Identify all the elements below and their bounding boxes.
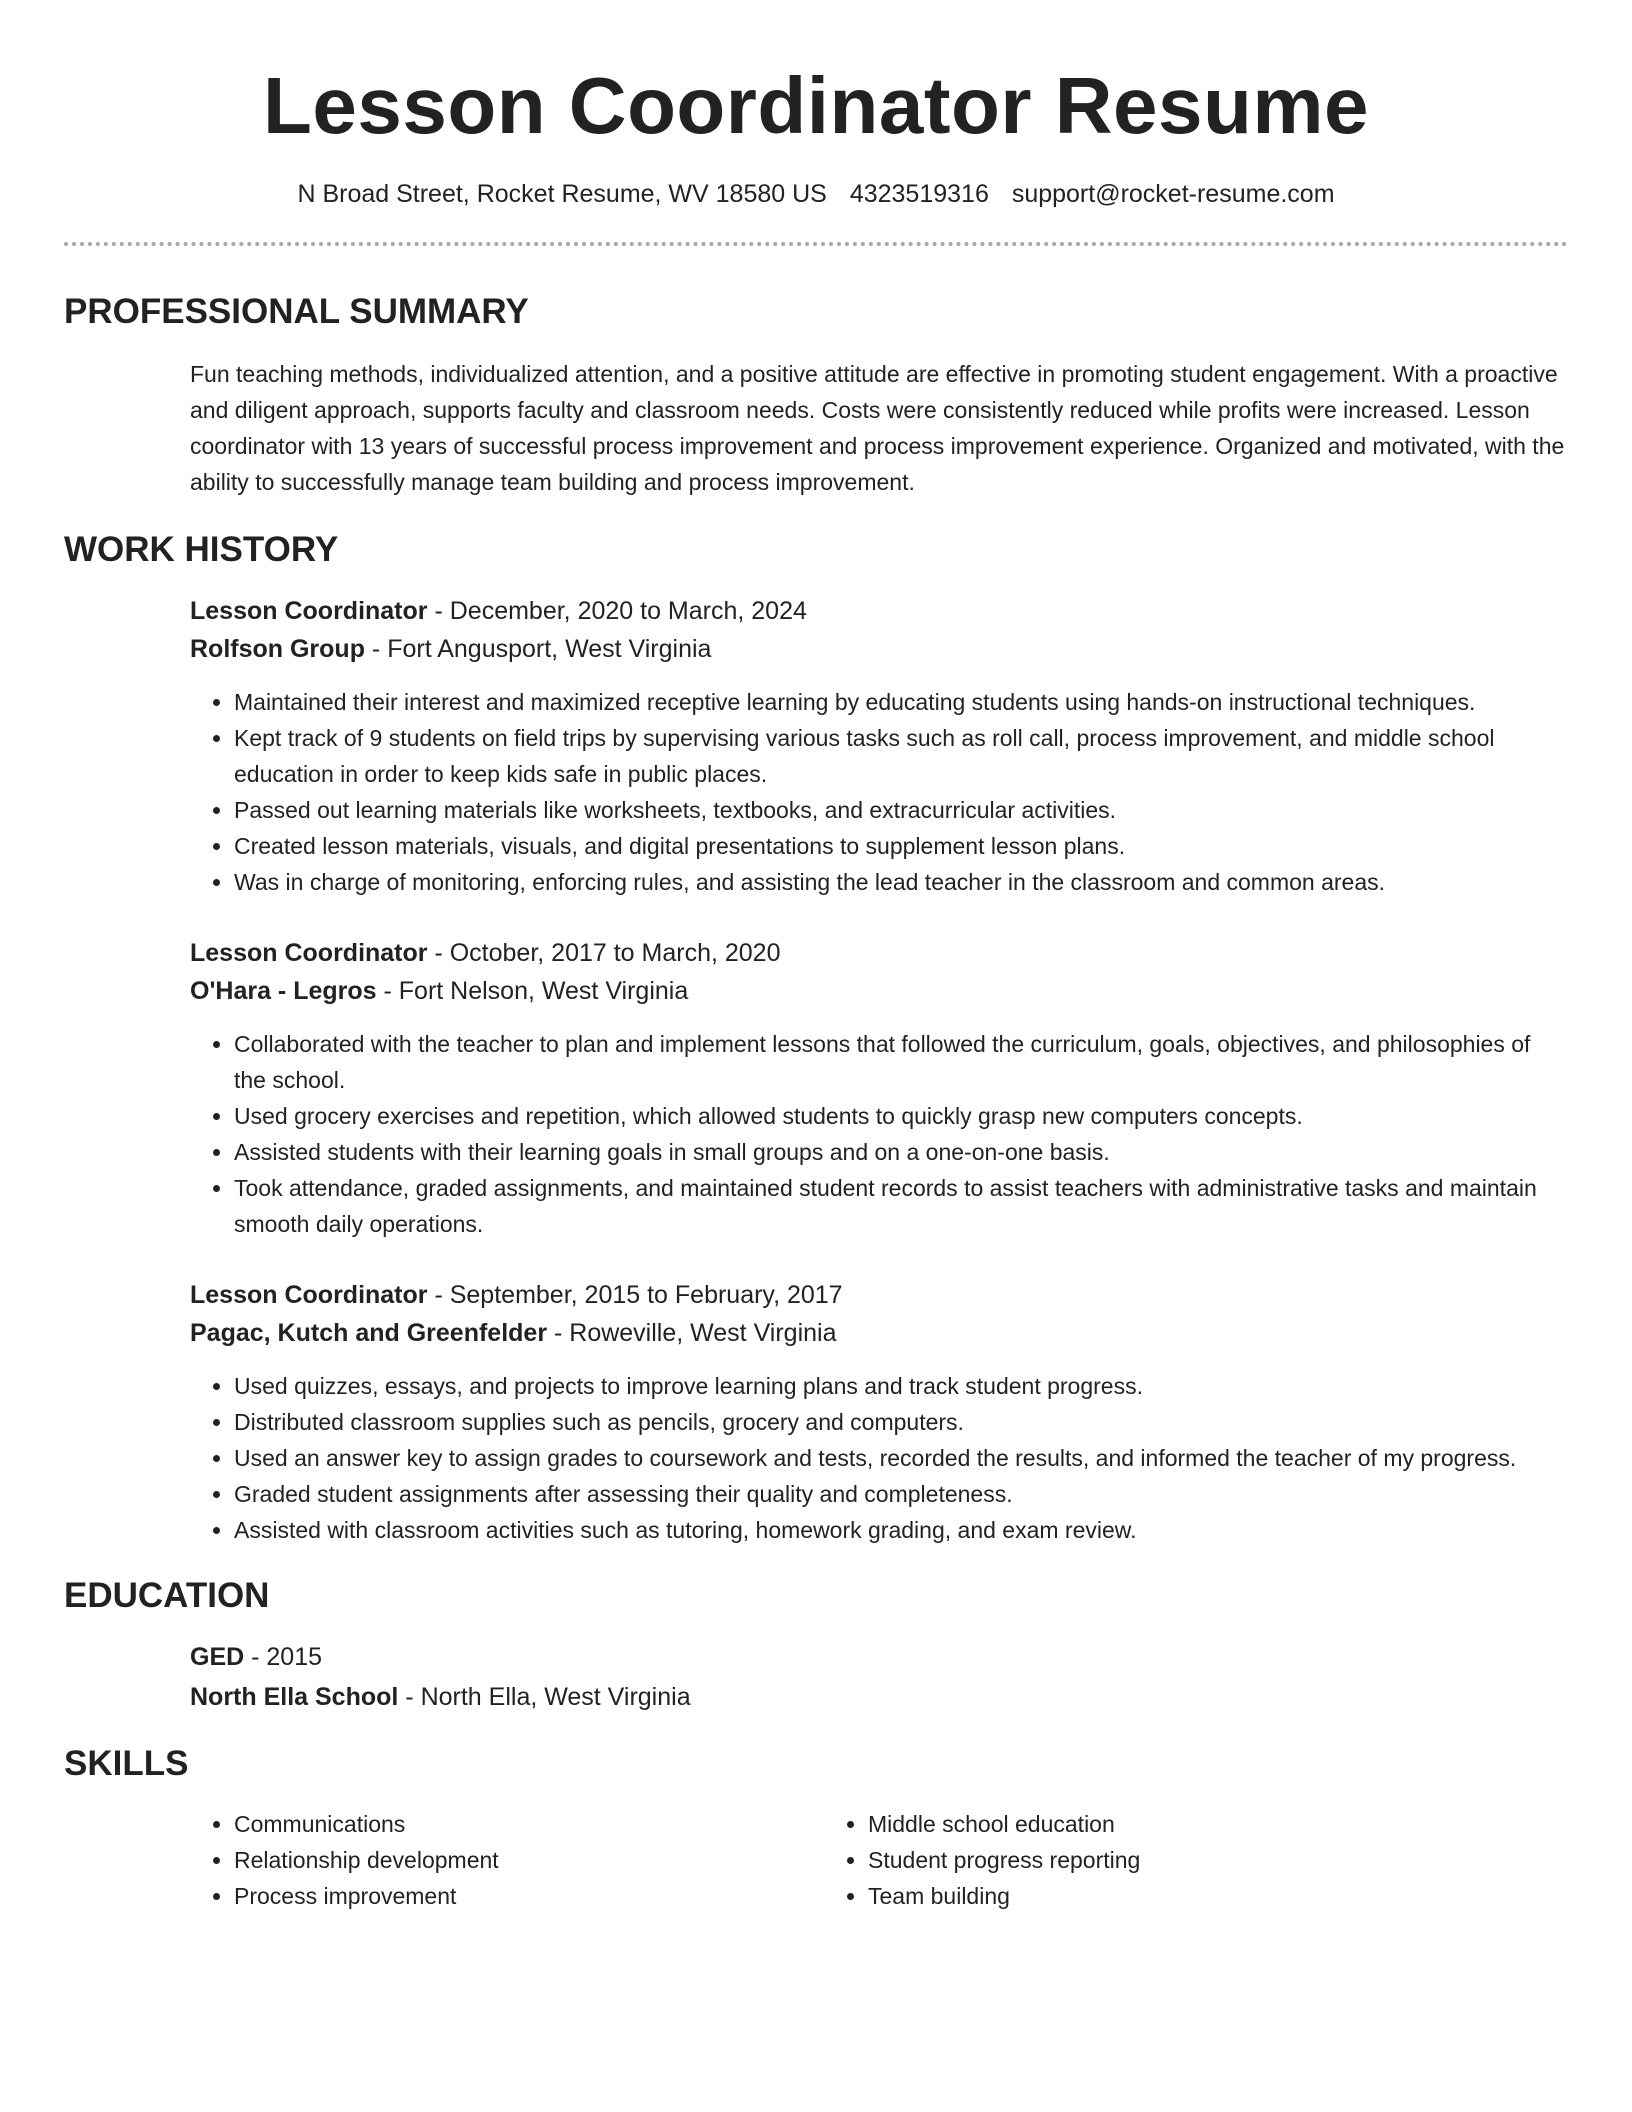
job-title-line [190, 1276, 1568, 1314]
header-divider [64, 242, 1568, 246]
job-location: - Roweville, West Virginia [547, 1319, 837, 1347]
skill-item: • Communications [234, 1806, 824, 1842]
job-title: Lesson Coordinator [190, 1281, 428, 1309]
work-history-heading: WORK HISTORY [64, 530, 339, 569]
education-degree: GED [190, 1643, 245, 1671]
job-bullet: • Assisted students with their learning goals in small groups and on a one-on-one basis. [234, 1134, 1568, 1170]
job-bullet: • Took attendance, graded assignments, and maintained student records to assist teachers with administrative tasks and maintain smooth daily operations. [234, 1170, 1568, 1242]
job-company: Rolfson Group [190, 635, 365, 663]
job-dates: - December, 2020 to March, 2024 [427, 597, 807, 625]
skill-item: • Team building [868, 1878, 1524, 1914]
job-bullets [190, 1026, 1568, 1242]
skill-item: • Process improvement [234, 1878, 824, 1914]
education-entry [190, 1638, 1568, 1716]
job-dates: - October, 2017 to March, 2020 [427, 939, 781, 967]
job-entry [190, 592, 1568, 900]
job-company-line [190, 630, 1568, 668]
contact-email: support@rocket-resume.com [1011, 180, 1335, 208]
job-bullet: • Graded student assignments after assessing their quality and completeness. [234, 1476, 1568, 1512]
job-bullet: • Assisted with classroom activities such as tutoring, homework grading, and exam review. [234, 1512, 1568, 1548]
resume-page [64, 0, 1568, 1914]
skills-list [190, 1806, 1568, 1914]
job-company: O'Hara - Legros [190, 977, 377, 1005]
skill-item: • Student progress reporting [868, 1842, 1524, 1878]
education-degree-line [190, 1638, 1568, 1676]
job-bullet: • Kept track of 9 students on field trips by supervising various tasks such as roll call, process improvement, and middle school education in order to keep kids safe in public places. [234, 720, 1568, 792]
education-school: North Ella School [190, 1683, 399, 1711]
job-bullet: • Passed out learning materials like worksheets, textbooks, and extracurricular activities. [234, 792, 1568, 828]
contact-address: N Broad Street, Rocket Resume, WV 18580 US [297, 180, 827, 208]
skill-item: • Middle school education [868, 1806, 1524, 1842]
summary-text: Fun teaching methods, individualized attention, and a positive attitude are effective in promoting student engagement. With a proactive and diligent approach, supports faculty and classroom needs. Costs were consistently reduced while profits were increased. Lesson coordinator with 13 years of successful process improvement and process improvement experience. Organized and motivated, with the ability to successfully manage team building and process improvement. [190, 361, 1565, 495]
job-title-line [190, 934, 1568, 972]
job-title: Lesson Coordinator [190, 939, 428, 967]
job-title-line [190, 592, 1568, 630]
job-company-line [190, 1314, 1568, 1352]
job-bullet: • Maintained their interest and maximized receptive learning by educating students using hands-on instructional techniques. [234, 684, 1568, 720]
job-bullet: • Was in charge of monitoring, enforcing rules, and assisting the lead teacher in the classroom and common areas. [234, 864, 1568, 900]
education-heading: EDUCATION [64, 1576, 270, 1615]
job-bullet: • Used an answer key to assign grades to coursework and tests, recorded the results, and informed the teacher of my progress. [234, 1440, 1568, 1476]
job-bullet: • Created lesson materials, visuals, and digital presentations to supplement lesson plans. [234, 828, 1568, 864]
contact-line [64, 176, 1568, 212]
job-dates: - September, 2015 to February, 2017 [427, 1281, 843, 1309]
skills-column-left [190, 1806, 824, 1914]
summary-heading: PROFESSIONAL SUMMARY [64, 292, 529, 331]
education-year: - 2015 [244, 1643, 323, 1671]
job-bullet: • Distributed classroom supplies such as pencils, grocery and computers. [234, 1404, 1568, 1440]
skills-heading: SKILLS [64, 1744, 189, 1783]
job-entry [190, 1276, 1568, 1548]
job-bullets [190, 684, 1568, 900]
resume-title: Lesson Coordinator Resume [262, 61, 1369, 150]
job-location: - Fort Angusport, West Virginia [364, 635, 712, 663]
education-location: - North Ella, West Virginia [398, 1683, 691, 1711]
contact-phone: 4323519316 [849, 180, 989, 208]
job-bullets [190, 1368, 1568, 1548]
skills-column-right [824, 1806, 1524, 1914]
job-bullet: • Used quizzes, essays, and projects to improve learning plans and track student progress. [234, 1368, 1568, 1404]
job-location: - Fort Nelson, West Virginia [376, 977, 689, 1005]
job-entry [190, 934, 1568, 1242]
job-title: Lesson Coordinator [190, 597, 428, 625]
education-school-line [190, 1678, 1568, 1716]
job-company: Pagac, Kutch and Greenfelder [190, 1319, 548, 1347]
job-bullet: • Used grocery exercises and repetition, which allowed students to quickly grasp new computers concepts. [234, 1098, 1568, 1134]
job-company-line [190, 972, 1568, 1010]
skill-item: • Relationship development [234, 1842, 824, 1878]
job-bullet: • Collaborated with the teacher to plan and implement lessons that followed the curriculum, goals, objectives, and philosophies of the school. [234, 1026, 1568, 1098]
